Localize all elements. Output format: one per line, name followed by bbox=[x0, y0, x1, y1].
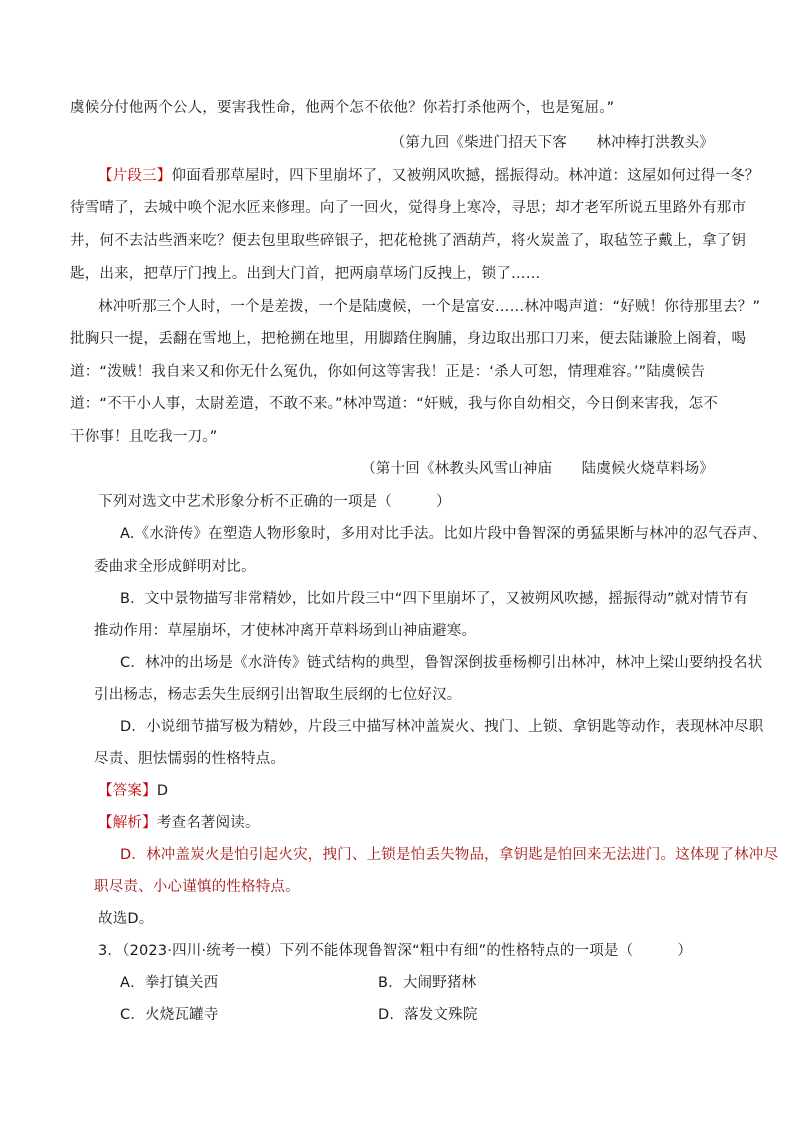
question-three-option-c: C．火烧瓦罐寺 bbox=[120, 1007, 219, 1023]
question-three-option-b: B．大闹野猪林 bbox=[378, 975, 477, 991]
source-chapter-ten: （第十回《林教头风雪山神庙 陆虞候火烧草料场》 bbox=[361, 461, 714, 477]
option-d-line: 尽责、胆怯懦弱的性格特点。 bbox=[94, 751, 286, 767]
fragment-three-line: 道：“不干小人事，太尉差遣，不敢不来。”林冲骂道：“奸贼，我与你自幼相交，今日倒来害我，怎不 bbox=[70, 396, 718, 412]
analysis-text: 考查名著阅读。 bbox=[156, 815, 260, 831]
option-b-line: B．文中景物描写非常精妙，比如片段三中“四下里崩坏了，又被朔风吹撼，摇振得动”就对情节有 bbox=[120, 591, 749, 607]
fragment-three-line: 道：“泼贼！我自来又和你无什么冤仇，你如何这等害我！正是：‘杀人可恕，情理难容。’”陆虞候告 bbox=[70, 364, 706, 380]
question-three-option-d: D．落发文殊院 bbox=[378, 1007, 478, 1023]
analysis-tag: 【解析】 bbox=[98, 815, 157, 831]
answer-tag: 【答案】 bbox=[98, 783, 157, 799]
answer-value: D bbox=[156, 783, 169, 799]
analysis-red-line: 职尽责、小心谨慎的性格特点。 bbox=[94, 879, 300, 895]
fragment-three-line: 待雪晴了，去城中唤个泥水匠来修理。向了一回火，觉得身上寒冷，寻思；却才老军所说五里路外有那市 bbox=[70, 200, 747, 216]
fragment-three-line: 匙，出来，把草厅门拽上。出到大门首，把两扇草场门反拽上，锁了…… bbox=[70, 266, 541, 282]
option-b-line: 推动作用：草屋崩坏，才使林冲离开草料场到山神庙避寒。 bbox=[94, 623, 477, 639]
option-c-line: C．林冲的出场是《水浒传》链式结构的典型，鲁智深倒拔垂杨柳引出林冲，林冲上梁山要纳投名状 bbox=[120, 655, 763, 671]
analysis-line bbox=[98, 813, 260, 833]
fragment-three-line: 干你事！且吃我一刀。” bbox=[70, 429, 218, 445]
analysis-red-line: D．林冲盖炭火是怕引起火灾，拽门、上锁是怕丢失物品，拿钥匙是怕回来无法进门。这体现了林冲尽 bbox=[120, 847, 779, 863]
fragment-three-first-line bbox=[98, 166, 760, 186]
source-chapter-nine: （第九回《柴进门招天下客 林冲棒打洪教头》 bbox=[390, 135, 714, 151]
question-stem: 下列对选文中艺术形象分析不正确的一项是（ ） bbox=[98, 494, 451, 510]
option-d-line: D．小说细节描写极为精妙，片段三中描写林冲盖炭火、拽门、上锁、拿钥匙等动作，表现林冲尽职 bbox=[120, 719, 764, 735]
option-c-line: 引出杨志，杨志丢失生辰纲引出智取生辰纲的七位好汉。 bbox=[94, 687, 462, 703]
fragment-three-line: 井，何不去沽些酒来吃？便去包里取些碎银子，把花枪挑了酒葫芦，将火炭盖了，取毡笠子戴上，拿了钥 bbox=[70, 233, 747, 249]
question-three-stem: 3．（2023·四川·统考一模）下列不能体现鲁智深“粗中有细”的性格特点的一项是（ ） bbox=[98, 943, 693, 959]
intro-line: 虞候分付他两个公人，要害我性命，他两个怎不依他？你若打杀他两个，也是冤屈。” bbox=[70, 100, 615, 116]
fragment-three-tag: 【片段三】 bbox=[98, 168, 172, 184]
fragment-three-text: 仰面看那草屋时，四下里崩坏了，又被朔风吹撼，摇振得动。林冲道：这屋如何过得一冬？ bbox=[171, 168, 760, 184]
option-a-line: A.《水浒传》在塑造人物形象时，多用对比手法。比如片段中鲁智深的勇猛果断与林冲的忍气吞声、 bbox=[120, 526, 767, 542]
analysis-conclusion: 故选D。 bbox=[98, 911, 154, 927]
question-three-option-a: A．拳打镇关西 bbox=[120, 975, 219, 991]
fragment-three-line: 林冲听那三个人时，一个是差拨，一个是陆虞候，一个是富安……林冲喝声道：“好贼！你待那里去？” bbox=[98, 299, 761, 315]
fragment-three-line: 批胸只一提，丢翻在雪地上，把枪搠在地里，用脚踏住胸脯，身边取出那口刀来，便去陆谦脸上阁着，喝 bbox=[70, 331, 747, 347]
option-a-line: 委曲求全形成鲜明对比。 bbox=[94, 559, 256, 575]
answer-line bbox=[98, 781, 168, 801]
